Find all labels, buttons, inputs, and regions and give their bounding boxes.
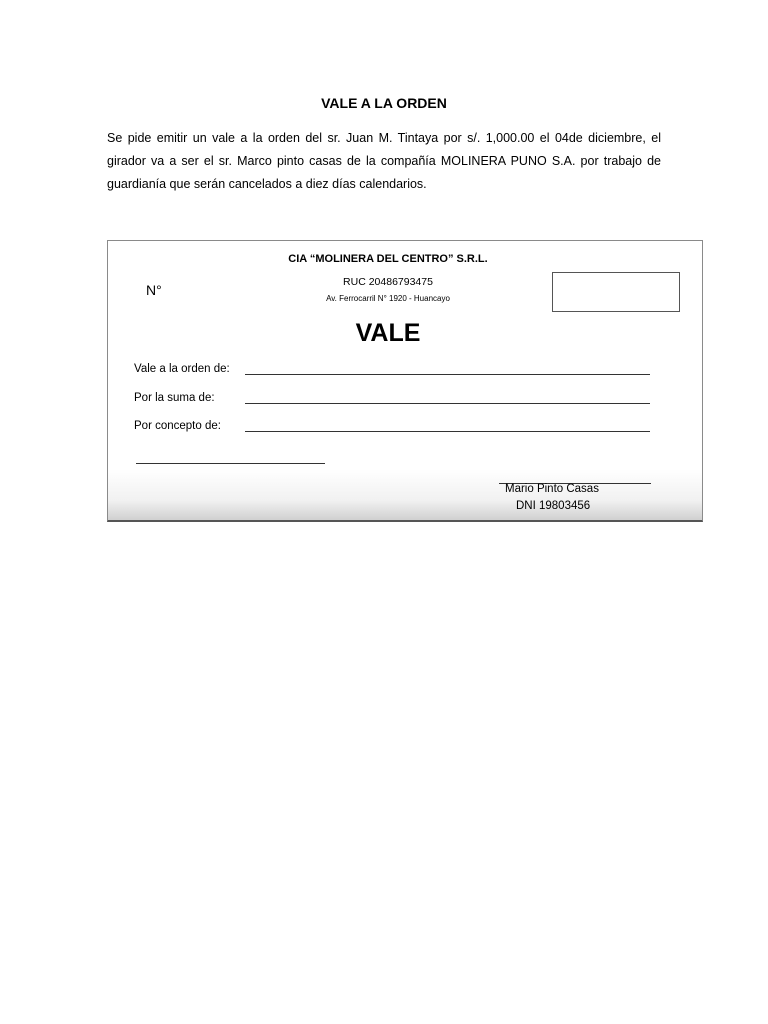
voucher-heading: VALE bbox=[355, 319, 421, 347]
amount-field-line[interactable] bbox=[245, 390, 650, 404]
page-title: VALE A LA ORDEN bbox=[321, 95, 447, 111]
voucher-number-label: N° bbox=[146, 282, 162, 298]
amount-field-label: Por la suma de: bbox=[134, 392, 215, 404]
order-field-line[interactable] bbox=[245, 361, 650, 375]
intro-paragraph: Se pide emitir un vale a la orden del sr. Juan M. Tintaya por s/. 1,000.00 el 04de diciembre, el girador va a ser el sr. Marco pinto casas de la compañía MOLINERA PUNO S.A. por trabajo de guardianía que serán cancelados a diez días calendarios. bbox=[107, 131, 661, 191]
order-field-label: Vale a la orden de: bbox=[134, 363, 230, 375]
signer-dni: DNI 19803456 bbox=[516, 500, 591, 512]
company-ruc: RUC 20486793475 bbox=[343, 276, 433, 288]
signer-name: Mario Pinto Casas bbox=[505, 483, 599, 495]
concept-field-line[interactable] bbox=[245, 418, 650, 432]
drawee-signature-line bbox=[136, 463, 325, 464]
concept-field-label: Por concepto de: bbox=[134, 420, 221, 432]
company-name: CIA “MOLINERA DEL CENTRO” S.R.L. bbox=[288, 253, 488, 265]
voucher-number-box[interactable] bbox=[552, 272, 680, 312]
company-address: Av. Ferrocarril N° 1920 - Huancayo bbox=[326, 294, 450, 303]
voucher-form bbox=[107, 240, 703, 522]
